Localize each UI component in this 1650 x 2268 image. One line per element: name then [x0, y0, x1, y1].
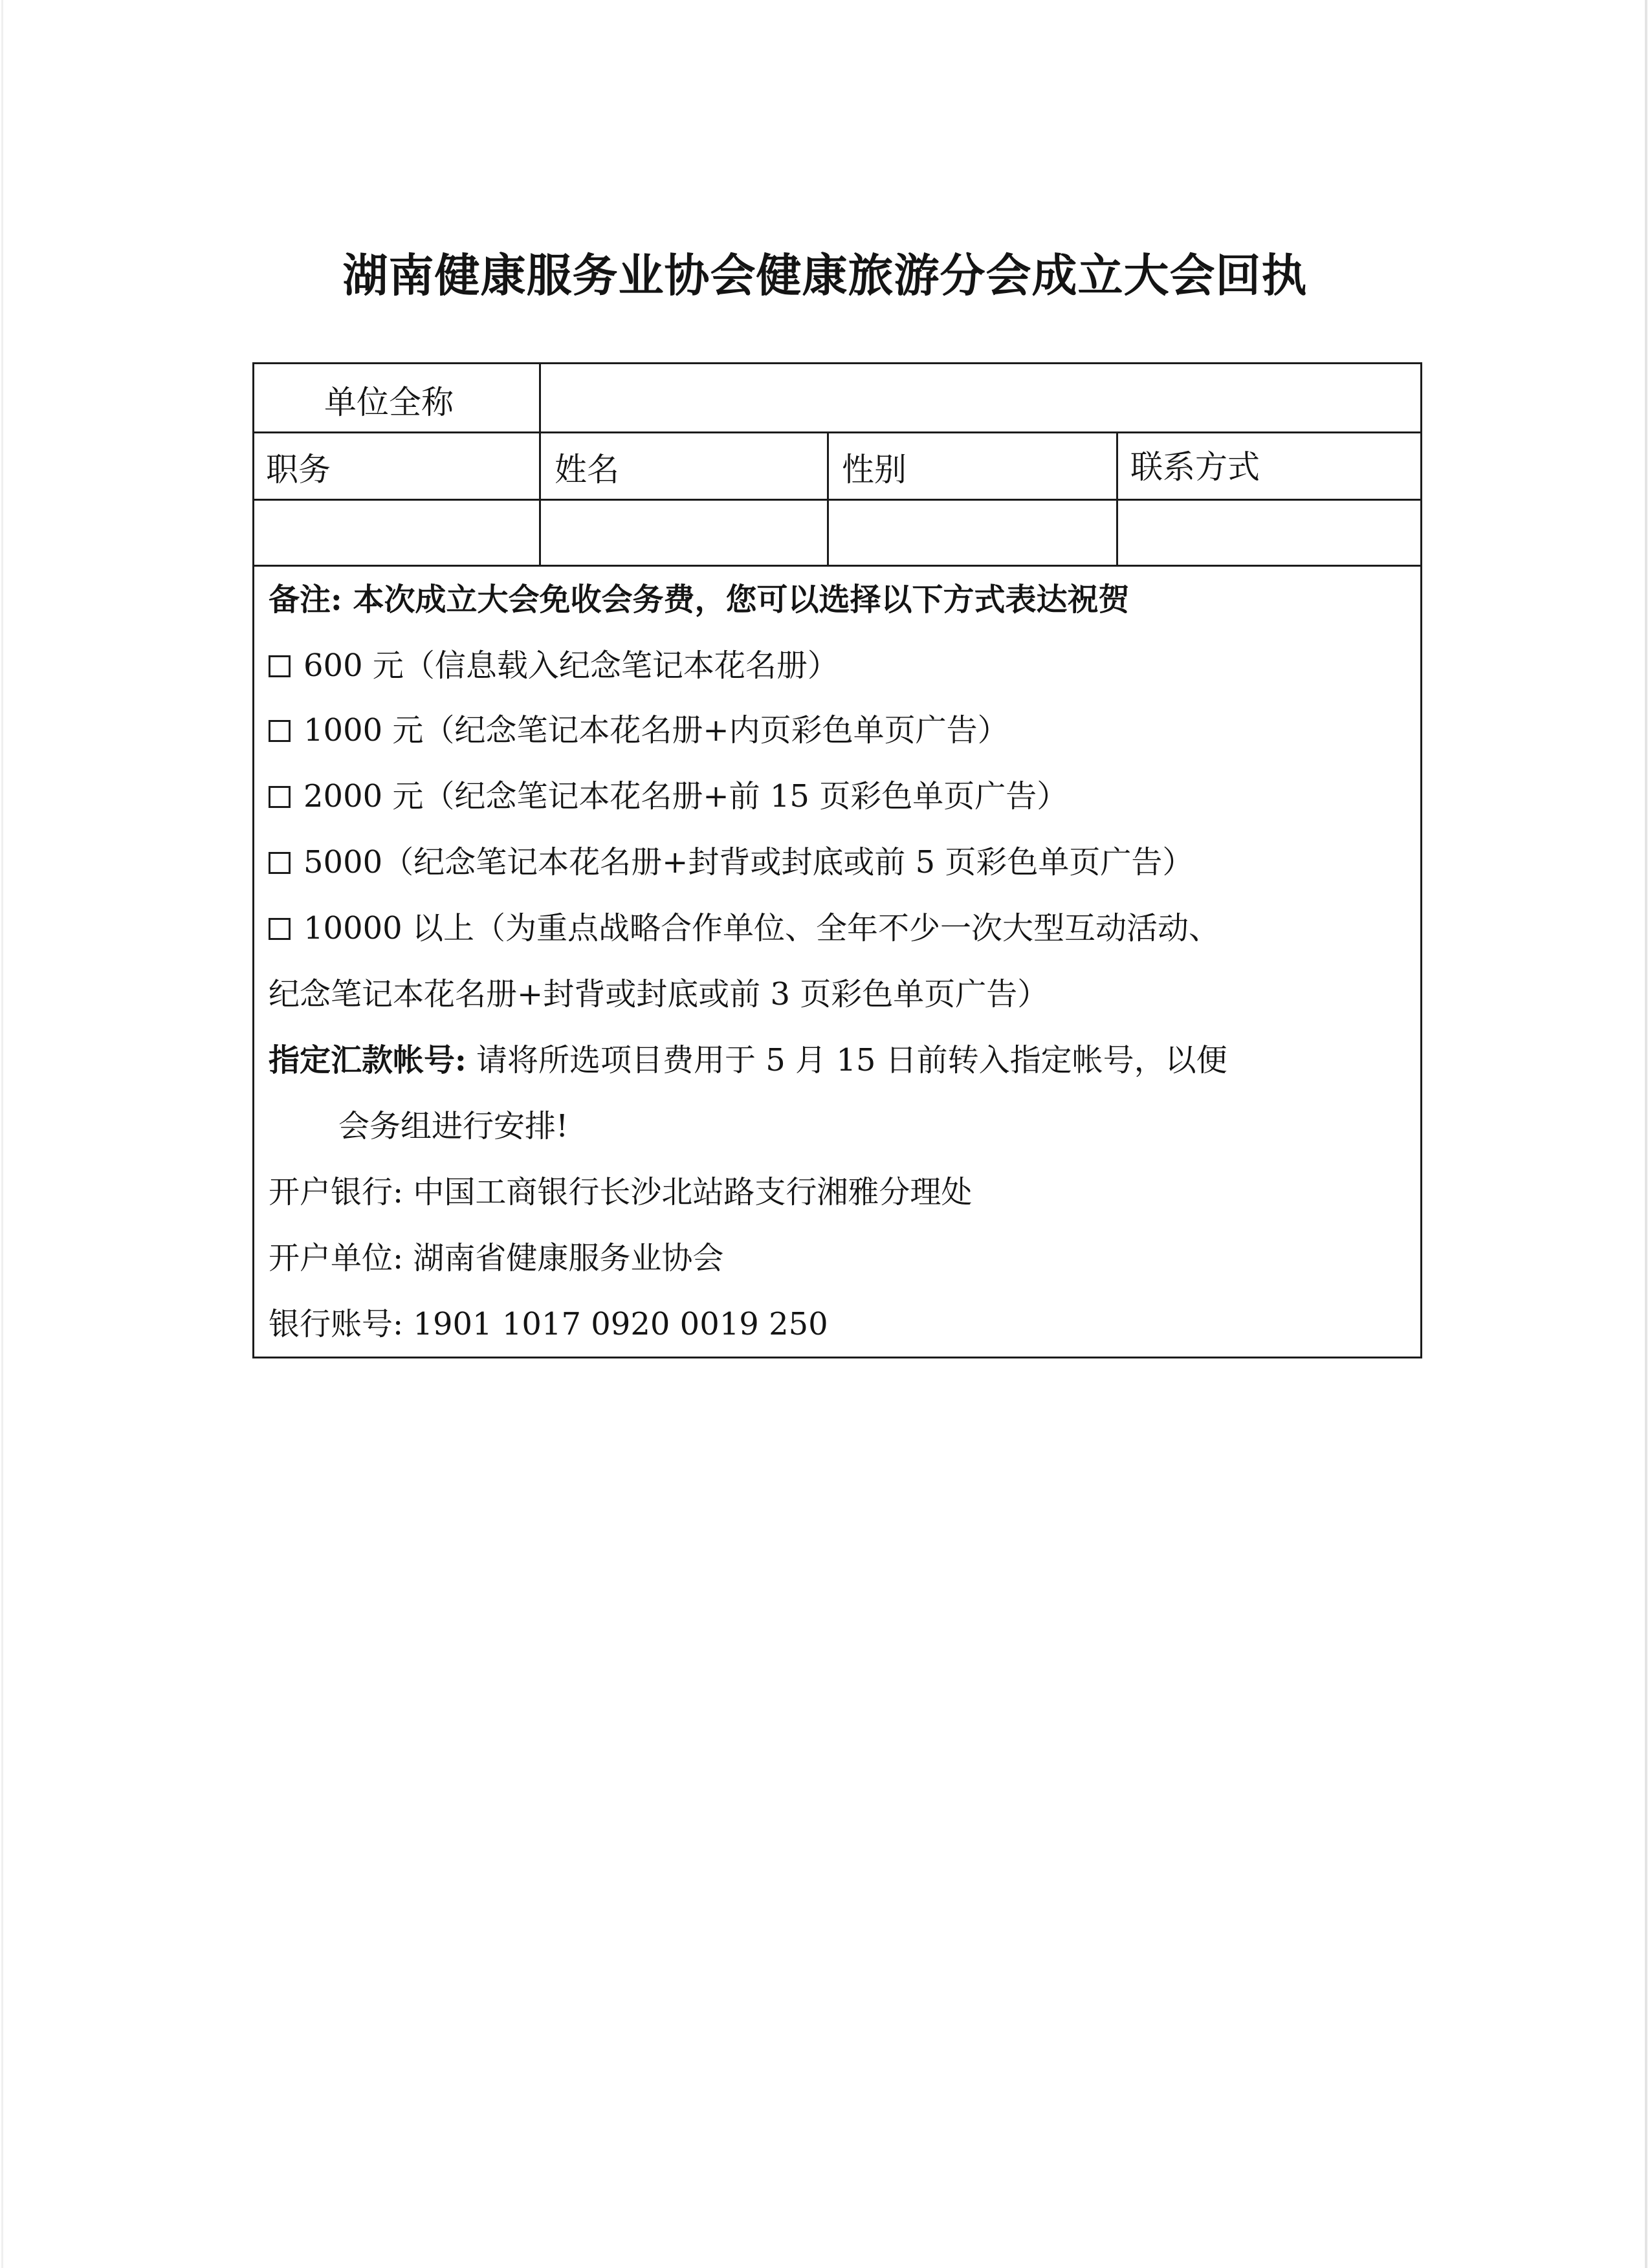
receipt-form-table [252, 362, 1422, 1358]
option-1000-checkbox[interactable] [269, 720, 291, 742]
remark-line [269, 582, 1130, 618]
option-2000 [269, 778, 1068, 814]
option-10000-text: 10000 以上（为重点战略合作单位、全年不少一次大型互动活动、 [303, 910, 1220, 946]
option-5000-checkbox[interactable] [269, 852, 291, 874]
gender-header: 性别 [842, 451, 907, 488]
option-10000 [269, 910, 1220, 946]
row-divider-1 [254, 431, 1420, 433]
position-header: 职务 [266, 451, 331, 488]
name-header: 姓名 [555, 451, 619, 488]
contact-header: 联系方式 [1130, 448, 1260, 486]
option-600-checkbox[interactable] [269, 655, 291, 677]
account-unit-line: 开户单位: 湖南省健康服务业协会 [269, 1240, 724, 1276]
option-10000-checkbox[interactable] [269, 918, 291, 940]
remark-label: 备注: [269, 582, 342, 618]
position-field[interactable] [256, 501, 537, 563]
col-divider-2 [827, 431, 829, 565]
option-2000-checkbox[interactable] [269, 786, 291, 808]
name-field[interactable] [543, 501, 825, 563]
account-instruction-continuation: 会务组进行安排! [338, 1108, 569, 1144]
remark-text: 本次成立大会免收会务费，您可以选择以下方式表达祝贺 [353, 582, 1130, 618]
row-divider-3 [254, 565, 1420, 567]
unit-full-name-field[interactable] [543, 366, 1419, 430]
page-edge-left [1, 0, 3, 2268]
option-1000-text: 1000 元（纪念笔记本花名册+内页彩色单页广告） [303, 712, 1009, 748]
unit-full-name-label: 单位全称 [324, 384, 454, 421]
gender-field[interactable] [831, 501, 1114, 563]
option-2000-text: 2000 元（纪念笔记本花名册+前 15 页彩色单页广告） [303, 778, 1068, 814]
contact-field[interactable] [1120, 501, 1420, 563]
account-label: 指定汇款帐号: [269, 1042, 467, 1078]
account-number-line: 银行账号: 1901 1017 0920 0019 250 [269, 1306, 828, 1342]
account-instruction-line [269, 1042, 1227, 1078]
col-divider-3 [1116, 431, 1118, 565]
col-divider-1 [539, 364, 541, 565]
option-1000 [269, 712, 1009, 748]
document-title: 湖南健康服务业协会健康旅游分会成立大会回执 [342, 248, 1308, 302]
option-600 [269, 648, 839, 684]
page-edge-right [1645, 0, 1647, 2268]
account-instruction-text: 请将所选项目费用于 5 月 15 日前转入指定帐号，以便 [476, 1042, 1227, 1078]
row-divider-2 [254, 499, 1420, 501]
option-5000-text: 5000（纪念笔记本花名册+封背或封底或前 5 页彩色单页广告） [303, 844, 1194, 880]
option-10000-continuation: 纪念笔记本花名册+封背或封底或前 3 页彩色单页广告） [269, 976, 1049, 1012]
option-5000 [269, 844, 1194, 880]
bank-line: 开户银行: 中国工商银行长沙北站路支行湘雅分理处 [269, 1174, 973, 1210]
option-600-text: 600 元（信息载入纪念笔记本花名册） [303, 648, 839, 684]
